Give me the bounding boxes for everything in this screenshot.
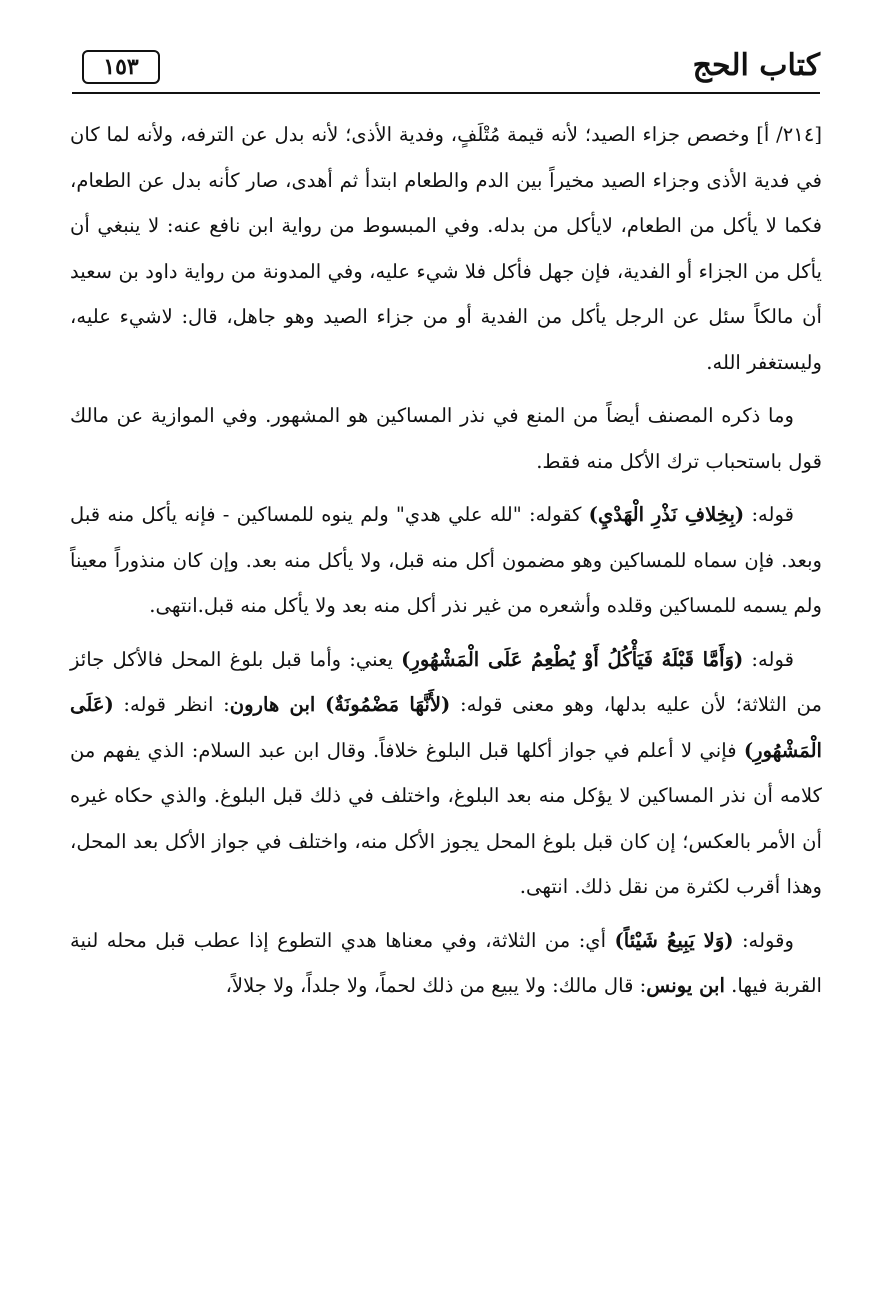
bold-quote: (عَلَى الْمَشْهُورِ): [70, 693, 822, 762]
page-number: ١٥٣: [82, 50, 160, 84]
text-segment: قوله:: [743, 647, 795, 671]
page-header: [72, 44, 820, 100]
paragraph: [70, 918, 822, 1009]
book-title: كتاب الحج: [692, 48, 820, 83]
paragraph: [70, 112, 822, 385]
paragraph: [70, 637, 822, 910]
text-segment: أي: من الثلاثة، وفي معناها هدي التطوع إذا عطب قبل محله لنية القربة فيها.: [70, 928, 822, 997]
text-segment: : انظر قوله:: [113, 693, 230, 716]
text-segment: قوله:: [744, 503, 795, 526]
bold-quote: (بِخِلافِ نَذْرِ الْهَدْيِ): [588, 503, 745, 526]
bold-quote: ابن يونس: [646, 974, 725, 997]
text-segment: كقوله: "لله علي هدي" ولم ينوه للمساكين - فإنه يأكل منه قبل وبعد. فإن سماه للمساكين وهو مضمون أكل منه قبل، ولا يأكل منه بعد. وإن كان منذوراً معيناً ولم يسمه للمساكين وقلده وأشعره من غير نذر أكل منه بعد ولا يأكل منه قبل.انتهى.: [70, 503, 822, 617]
text-segment: : قال مالك: ولا يبيع من ذلك لحماً، ولا جلداً، ولا جلالاً،: [225, 974, 647, 997]
bold-quote: (وَأَمَّا قَبْلَهُ فَيَأْكُلُ أَوْ يُطْعِمُ عَلَى الْمَشْهُورِ): [401, 647, 744, 671]
paragraph: [70, 393, 822, 484]
text-segment: يعني: وأما قبل بلوغ المحل فالأكل جائز من الثلاثة؛ لأن عليه بدلها، وهو معنى قوله:: [70, 647, 823, 716]
bold-quote: (وَلا يَبِيعُ شَيْئاً): [614, 928, 734, 952]
page-body: [70, 112, 822, 1017]
paragraph: [70, 492, 822, 629]
bold-quote: ابن هارون: [229, 693, 316, 716]
text-segment: فإني لا أعلم في جواز أكلها قبل البلوغ خلافاً. وقال ابن عبد السلام: الذي يفهم من كلامه أن نذر المساكين لا يؤكل منه بعد البلوغ، واختلف في ذلك قبل البلوغ. والذي حكاه غيره أن الأمر بالعكس؛ إن كان قبل بلوغ المحل يجوز الأكل منه، واختلف في جواز الأكل بعد المحل، وهذا أقرب لكثرة من نقل ذلك. انتهى.: [70, 738, 822, 898]
text-segment: [٢١٤/ أ] وخصص جزاء الصيد؛ لأنه قيمة مُتْلَفٍ، وفدية الأذى؛ لأنه بدل عن الترفه، ولأنه لما كان في فدية الأذى وجزاء الصيد مخيراً بين الدم والطعام ابتدأ ثم أهدى، صار كأنه بدل عن الطعام، فكما لا يأكل من الطعام، لايأكل من بدله. وفي المبسوط من رواية ابن نافع عنه: لا ينبغي أن يأكل من الجزاء أو الفدية، فإن جهل فأكل فلا شيء عليه، وفي المدونة من رواية داود بن سعيد أن مالكاً سئل عن الرجل يأكل من الفدية أو من جزاء الصيد وهو جاهل، قال: لاشيء عليه، وليستغفر الله.: [70, 123, 822, 374]
text-segment: [315, 693, 325, 716]
header-divider: [72, 92, 820, 94]
text-segment: وما ذكره المصنف أيضاً من المنع في نذر المساكين هو المشهور. وفي الموازية عن مالك قول باستحباب ترك الأكل منه فقط.: [70, 404, 822, 473]
bold-quote: (لأَنَّهَا مَضْمُونَةٌ): [325, 693, 451, 716]
text-segment: وقوله:: [733, 928, 794, 952]
